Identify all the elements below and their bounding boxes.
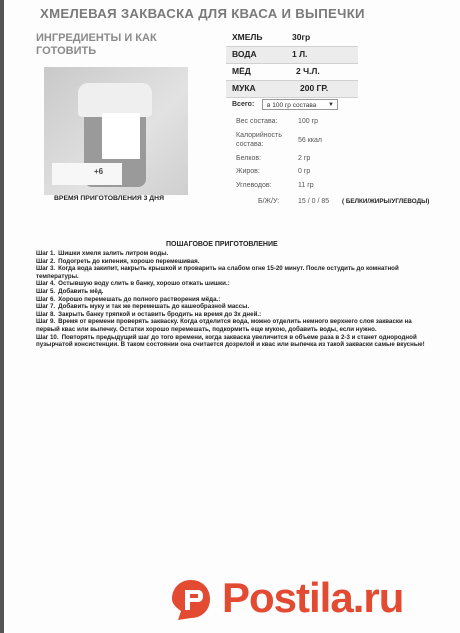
steps-list [36, 250, 432, 349]
step-text: Закрыть банку тряпкой и оставить бродить на время до 3х дней.: [58, 310, 262, 318]
ingredient-name: ХМЕЛЬ [232, 32, 263, 42]
ingredients-table [226, 30, 358, 98]
nutrition-label: Белков: [236, 155, 262, 162]
step-number: Шаг 9. [36, 318, 56, 326]
ingredient-name: ВОДА [232, 49, 257, 59]
ingredient-name: МЁД [232, 66, 251, 76]
step-text: Добавить муку и так же перемешать до кашеобразной массы. [58, 303, 250, 311]
jar-cloth-image [78, 83, 152, 117]
step-number: Шаг 7. [36, 303, 56, 311]
step-text: Подогреть до кипения, хорошо перемешивая. [58, 257, 200, 265]
cook-time: ВРЕМЯ ПРИГОТОВЛЕНИЯ 3 ДНЯ [54, 195, 164, 202]
bju-label: Б/Ж/У: [258, 198, 280, 205]
step-text: Хорошо перемешать до полного растворения мёда.: [58, 295, 221, 303]
step-text: Шишки хмеля залить литром воды. [58, 250, 169, 257]
bju-note: ( БЕЛКИ/ЖИРЫ/УГЛЕВОДЫ) [342, 198, 430, 205]
postila-logo-icon [170, 578, 212, 622]
step-number: Шаг 5. [36, 287, 56, 295]
ingredient-row [226, 47, 358, 64]
nutrition-value: 2 гр [298, 155, 311, 162]
step-number: Шаг 6. [36, 295, 56, 303]
step-item [36, 250, 432, 258]
steps-heading: ПОШАГОВОЕ ПРИГОТОВЛЕНИЕ [166, 241, 278, 248]
scan-edge [0, 0, 4, 633]
step-item [36, 258, 432, 266]
nutrition-value: 11 гр [298, 182, 314, 189]
recipe-title: ХМЕЛЕВАЯ ЗАКВАСКА ДЛЯ КВАСА И ВЫПЕЧКИ [40, 6, 365, 21]
watermark-text: Postila.ru [222, 574, 404, 621]
step-item [36, 296, 432, 304]
step-item [36, 334, 432, 349]
step-number: Шаг 10. [36, 333, 59, 341]
step-item [36, 311, 432, 319]
step-text: Добавить мёд. [58, 287, 104, 295]
ingredient-qty: 200 ГР. [300, 83, 329, 93]
step-number: Шаг 1. [36, 250, 56, 257]
step-item [36, 288, 432, 296]
ingredient-qty: 30гр [292, 32, 311, 42]
step-text: Остывшую воду слить в банку, хорошо отжать шишки.: [58, 280, 230, 288]
nutrition-label: Вес состава: [236, 118, 278, 125]
step-text: Когда вода закипит, накрыть крышкой и проварить на слабом огне 15-20 минут. После остудить до комнатной температуры. [36, 265, 399, 280]
nutrition-value: 0 гр [298, 168, 311, 175]
ingredient-name: МУКА [232, 83, 256, 93]
totals-select[interactable] [262, 99, 338, 110]
ingredient-qty: 1 Л. [292, 49, 308, 59]
step-number: Шаг 8. [36, 310, 56, 318]
photo-overlay [102, 113, 140, 159]
step-number: Шаг 4. [36, 280, 56, 288]
ingredients-heading: ИНГРЕДИЕНТЫ И КАК ГОТОВИТЬ [36, 32, 157, 57]
nutrition-value: 100 гр [298, 118, 319, 125]
bju-value: 15 / 0 / 85 [298, 198, 330, 205]
nutrition-value: 56 ккал [298, 137, 322, 144]
step-item [36, 280, 432, 288]
ingredient-row [226, 64, 358, 81]
totals-select-value: в 100 гр состава [267, 102, 317, 109]
photo-count: +6 [94, 167, 104, 176]
ingredient-qty: 2 Ч.Л. [296, 66, 320, 76]
photo-count-badge[interactable] [52, 163, 122, 185]
chevron-down-icon: ▼ [328, 102, 334, 108]
step-item [36, 265, 432, 280]
nutrition-label: Калорийность состава: [236, 132, 282, 148]
ingredient-row [226, 81, 358, 98]
step-text: Повторять предыдущий шаг до того времени, когда закваска увеличится в объеме раза в 2-3 и станет однородной пузырчатой консистенции. В таком состоянии она считается дозрелой и квас или выпечка из такой закваски самые вкусные! [36, 333, 425, 349]
step-item [36, 318, 432, 333]
nutrition-label: Углеводов: [236, 182, 272, 189]
step-text: Время от времени проверять закваску. Когда отделится вода, можно отделить немного верхнего слоя закваски на первый квас или выпечку. Остатки хорошо перемешать, подкормить еще мукою, добавить воды, если нужно. [36, 318, 412, 333]
recipe-photo[interactable] [44, 67, 188, 195]
step-item [36, 303, 432, 311]
nutrition-label: Жиров: [236, 168, 260, 175]
step-number: Шаг 2. [36, 257, 56, 265]
ingredient-row [226, 30, 358, 47]
step-number: Шаг 3. [36, 265, 56, 273]
totals-label: Всего: [232, 101, 255, 108]
